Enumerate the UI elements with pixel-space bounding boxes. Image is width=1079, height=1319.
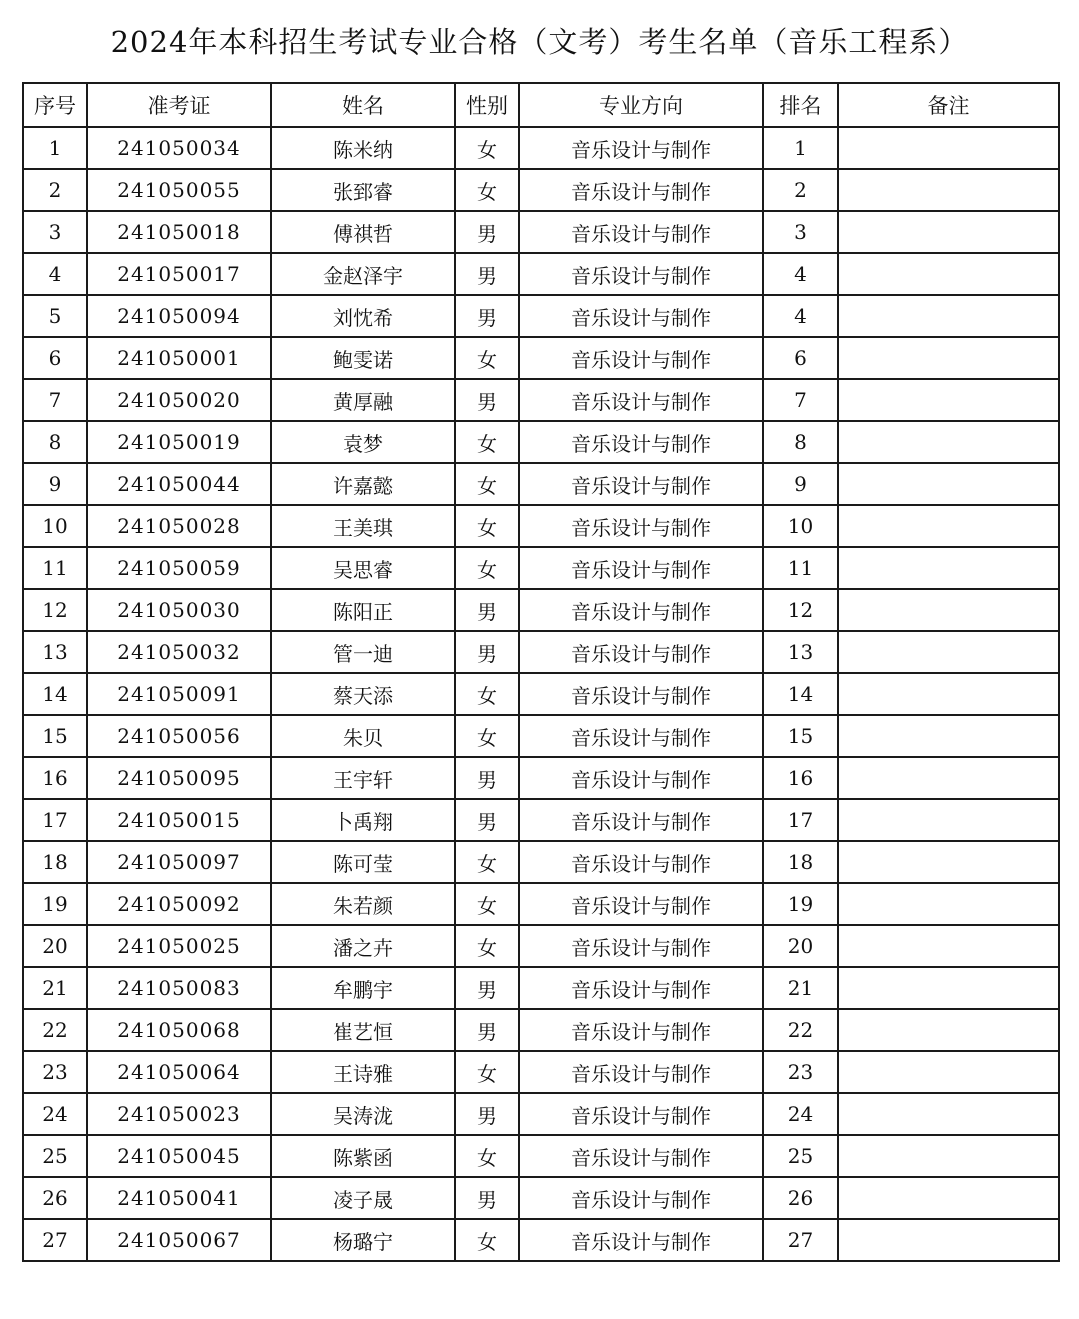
table-row xyxy=(23,253,1059,295)
cell-exam-id: 241050064 xyxy=(87,1051,271,1093)
cell-gender: 男 xyxy=(455,589,519,631)
cell-seq: 5 xyxy=(23,295,87,337)
table-row xyxy=(23,1009,1059,1051)
cell-major: 音乐设计与制作 xyxy=(519,169,763,211)
cell-seq: 3 xyxy=(23,211,87,253)
header-gender: 性别 xyxy=(455,83,519,127)
cell-gender: 男 xyxy=(455,379,519,421)
cell-note xyxy=(838,1093,1059,1135)
cell-seq: 1 xyxy=(23,127,87,169)
cell-seq: 21 xyxy=(23,967,87,1009)
cell-note xyxy=(838,967,1059,1009)
cell-seq: 10 xyxy=(23,505,87,547)
cell-rank: 27 xyxy=(763,1219,838,1261)
cell-rank: 1 xyxy=(763,127,838,169)
cell-major: 音乐设计与制作 xyxy=(519,463,763,505)
table-row xyxy=(23,967,1059,1009)
cell-name: 王美琪 xyxy=(271,505,455,547)
table-row xyxy=(23,295,1059,337)
table-row xyxy=(23,1219,1059,1261)
cell-rank: 2 xyxy=(763,169,838,211)
cell-gender: 男 xyxy=(455,295,519,337)
cell-seq: 12 xyxy=(23,589,87,631)
cell-rank: 22 xyxy=(763,1009,838,1051)
cell-seq: 19 xyxy=(23,883,87,925)
cell-seq: 6 xyxy=(23,337,87,379)
cell-name: 牟鹏宇 xyxy=(271,967,455,1009)
cell-exam-id: 241050095 xyxy=(87,757,271,799)
cell-name: 黄厚融 xyxy=(271,379,455,421)
table-row xyxy=(23,505,1059,547)
cell-exam-id: 241050044 xyxy=(87,463,271,505)
cell-seq: 4 xyxy=(23,253,87,295)
cell-gender: 女 xyxy=(455,1135,519,1177)
table-row xyxy=(23,799,1059,841)
cell-seq: 11 xyxy=(23,547,87,589)
cell-gender: 女 xyxy=(455,127,519,169)
cell-major: 音乐设计与制作 xyxy=(519,1177,763,1219)
table-row xyxy=(23,841,1059,883)
cell-major: 音乐设计与制作 xyxy=(519,1135,763,1177)
table-row xyxy=(23,883,1059,925)
cell-gender: 女 xyxy=(455,1051,519,1093)
candidate-table xyxy=(22,82,1060,1262)
table-row xyxy=(23,463,1059,505)
cell-gender: 男 xyxy=(455,967,519,1009)
cell-note xyxy=(838,883,1059,925)
cell-gender: 男 xyxy=(455,1093,519,1135)
cell-rank: 17 xyxy=(763,799,838,841)
cell-gender: 男 xyxy=(455,211,519,253)
cell-name: 吴思睿 xyxy=(271,547,455,589)
cell-gender: 女 xyxy=(455,841,519,883)
cell-seq: 23 xyxy=(23,1051,87,1093)
cell-rank: 23 xyxy=(763,1051,838,1093)
cell-name: 袁梦 xyxy=(271,421,455,463)
cell-note xyxy=(838,337,1059,379)
table-row xyxy=(23,547,1059,589)
cell-seq: 16 xyxy=(23,757,87,799)
cell-exam-id: 241050083 xyxy=(87,967,271,1009)
cell-exam-id: 241050056 xyxy=(87,715,271,757)
table-row xyxy=(23,379,1059,421)
cell-name: 卜禹翔 xyxy=(271,799,455,841)
cell-gender: 男 xyxy=(455,1009,519,1051)
header-name: 姓名 xyxy=(271,83,455,127)
cell-name: 王宇轩 xyxy=(271,757,455,799)
page-title: 2024年本科招生考试专业合格（文考）考生名单（音乐工程系） xyxy=(110,25,969,59)
cell-gender: 男 xyxy=(455,1177,519,1219)
cell-name: 张郅睿 xyxy=(271,169,455,211)
cell-gender: 女 xyxy=(455,505,519,547)
cell-gender: 女 xyxy=(455,883,519,925)
cell-major: 音乐设计与制作 xyxy=(519,1051,763,1093)
cell-seq: 7 xyxy=(23,379,87,421)
cell-name: 陈可莹 xyxy=(271,841,455,883)
cell-exam-id: 241050030 xyxy=(87,589,271,631)
cell-exam-id: 241050001 xyxy=(87,337,271,379)
cell-name: 陈米纳 xyxy=(271,127,455,169)
cell-gender: 女 xyxy=(455,1219,519,1261)
cell-note xyxy=(838,463,1059,505)
cell-exam-id: 241050045 xyxy=(87,1135,271,1177)
cell-seq: 17 xyxy=(23,799,87,841)
cell-note xyxy=(838,253,1059,295)
cell-exam-id: 241050055 xyxy=(87,169,271,211)
cell-note xyxy=(838,715,1059,757)
header-major: 专业方向 xyxy=(519,83,763,127)
cell-seq: 25 xyxy=(23,1135,87,1177)
cell-name: 陈阳正 xyxy=(271,589,455,631)
table-row xyxy=(23,337,1059,379)
cell-note xyxy=(838,1135,1059,1177)
cell-exam-id: 241050019 xyxy=(87,421,271,463)
cell-seq: 27 xyxy=(23,1219,87,1261)
cell-note xyxy=(838,127,1059,169)
cell-note xyxy=(838,673,1059,715)
cell-major: 音乐设计与制作 xyxy=(519,1219,763,1261)
cell-note xyxy=(838,379,1059,421)
cell-gender: 男 xyxy=(455,757,519,799)
cell-rank: 9 xyxy=(763,463,838,505)
cell-gender: 女 xyxy=(455,421,519,463)
table-row xyxy=(23,925,1059,967)
cell-major: 音乐设计与制作 xyxy=(519,715,763,757)
cell-seq: 18 xyxy=(23,841,87,883)
cell-name: 管一迪 xyxy=(271,631,455,673)
cell-rank: 14 xyxy=(763,673,838,715)
cell-exam-id: 241050067 xyxy=(87,1219,271,1261)
cell-name: 吴涛泷 xyxy=(271,1093,455,1135)
cell-seq: 14 xyxy=(23,673,87,715)
cell-exam-id: 241050034 xyxy=(87,127,271,169)
cell-rank: 11 xyxy=(763,547,838,589)
table-row xyxy=(23,1177,1059,1219)
cell-seq: 8 xyxy=(23,421,87,463)
cell-note xyxy=(838,925,1059,967)
cell-seq: 2 xyxy=(23,169,87,211)
cell-major: 音乐设计与制作 xyxy=(519,925,763,967)
cell-rank: 12 xyxy=(763,589,838,631)
cell-note xyxy=(838,211,1059,253)
cell-name: 鲍雯诺 xyxy=(271,337,455,379)
cell-major: 音乐设计与制作 xyxy=(519,757,763,799)
cell-gender: 女 xyxy=(455,925,519,967)
table-row xyxy=(23,127,1059,169)
table-row xyxy=(23,1135,1059,1177)
cell-major: 音乐设计与制作 xyxy=(519,547,763,589)
cell-note xyxy=(838,295,1059,337)
cell-name: 陈紫函 xyxy=(271,1135,455,1177)
cell-gender: 女 xyxy=(455,463,519,505)
cell-rank: 13 xyxy=(763,631,838,673)
cell-rank: 3 xyxy=(763,211,838,253)
cell-exam-id: 241050097 xyxy=(87,841,271,883)
cell-rank: 21 xyxy=(763,967,838,1009)
cell-name: 杨璐宁 xyxy=(271,1219,455,1261)
cell-major: 音乐设计与制作 xyxy=(519,421,763,463)
cell-seq: 24 xyxy=(23,1093,87,1135)
cell-exam-id: 241050059 xyxy=(87,547,271,589)
cell-seq: 13 xyxy=(23,631,87,673)
cell-major: 音乐设计与制作 xyxy=(519,127,763,169)
cell-note xyxy=(838,505,1059,547)
table-row xyxy=(23,1093,1059,1135)
table-row xyxy=(23,757,1059,799)
cell-exam-id: 241050018 xyxy=(87,211,271,253)
cell-rank: 18 xyxy=(763,841,838,883)
cell-exam-id: 241050068 xyxy=(87,1009,271,1051)
cell-major: 音乐设计与制作 xyxy=(519,967,763,1009)
cell-major: 音乐设计与制作 xyxy=(519,337,763,379)
table-row xyxy=(23,1051,1059,1093)
header-exam-id: 准考证 xyxy=(87,83,271,127)
cell-rank: 10 xyxy=(763,505,838,547)
cell-name: 傅祺哲 xyxy=(271,211,455,253)
cell-seq: 22 xyxy=(23,1009,87,1051)
cell-gender: 男 xyxy=(455,253,519,295)
cell-name: 王诗雅 xyxy=(271,1051,455,1093)
cell-major: 音乐设计与制作 xyxy=(519,379,763,421)
cell-rank: 4 xyxy=(763,295,838,337)
cell-note xyxy=(838,589,1059,631)
cell-exam-id: 241050091 xyxy=(87,673,271,715)
cell-note xyxy=(838,1051,1059,1093)
cell-note xyxy=(838,757,1059,799)
cell-gender: 男 xyxy=(455,799,519,841)
cell-exam-id: 241050094 xyxy=(87,295,271,337)
cell-major: 音乐设计与制作 xyxy=(519,673,763,715)
cell-major: 音乐设计与制作 xyxy=(519,841,763,883)
cell-name: 朱贝 xyxy=(271,715,455,757)
table-header-row xyxy=(23,83,1059,127)
cell-name: 朱若颜 xyxy=(271,883,455,925)
cell-seq: 26 xyxy=(23,1177,87,1219)
table-row xyxy=(23,421,1059,463)
cell-major: 音乐设计与制作 xyxy=(519,505,763,547)
header-note: 备注 xyxy=(838,83,1059,127)
table-row xyxy=(23,631,1059,673)
cell-major: 音乐设计与制作 xyxy=(519,211,763,253)
cell-rank: 19 xyxy=(763,883,838,925)
cell-exam-id: 241050017 xyxy=(87,253,271,295)
table-body xyxy=(23,127,1059,1261)
cell-note xyxy=(838,1177,1059,1219)
cell-rank: 26 xyxy=(763,1177,838,1219)
cell-seq: 9 xyxy=(23,463,87,505)
cell-exam-id: 241050020 xyxy=(87,379,271,421)
cell-gender: 女 xyxy=(455,673,519,715)
cell-gender: 女 xyxy=(455,169,519,211)
cell-rank: 4 xyxy=(763,253,838,295)
table-row xyxy=(23,589,1059,631)
cell-name: 蔡天添 xyxy=(271,673,455,715)
cell-exam-id: 241050015 xyxy=(87,799,271,841)
cell-rank: 8 xyxy=(763,421,838,463)
cell-exam-id: 241050032 xyxy=(87,631,271,673)
cell-seq: 15 xyxy=(23,715,87,757)
cell-rank: 20 xyxy=(763,925,838,967)
cell-major: 音乐设计与制作 xyxy=(519,1009,763,1051)
cell-exam-id: 241050092 xyxy=(87,883,271,925)
table-row xyxy=(23,211,1059,253)
cell-name: 崔艺恒 xyxy=(271,1009,455,1051)
cell-name: 凌子晟 xyxy=(271,1177,455,1219)
cell-name: 潘之卉 xyxy=(271,925,455,967)
cell-note xyxy=(838,631,1059,673)
cell-rank: 15 xyxy=(763,715,838,757)
cell-note xyxy=(838,1009,1059,1051)
cell-note xyxy=(838,547,1059,589)
cell-note xyxy=(838,1219,1059,1261)
cell-name: 许嘉懿 xyxy=(271,463,455,505)
cell-name: 金赵泽宇 xyxy=(271,253,455,295)
header-rank: 排名 xyxy=(763,83,838,127)
cell-exam-id: 241050041 xyxy=(87,1177,271,1219)
cell-exam-id: 241050025 xyxy=(87,925,271,967)
cell-note xyxy=(838,841,1059,883)
cell-gender: 男 xyxy=(455,631,519,673)
cell-rank: 6 xyxy=(763,337,838,379)
cell-seq: 20 xyxy=(23,925,87,967)
cell-rank: 16 xyxy=(763,757,838,799)
cell-major: 音乐设计与制作 xyxy=(519,1093,763,1135)
cell-major: 音乐设计与制作 xyxy=(519,631,763,673)
cell-note xyxy=(838,169,1059,211)
cell-major: 音乐设计与制作 xyxy=(519,799,763,841)
table-row xyxy=(23,715,1059,757)
table-row xyxy=(23,673,1059,715)
cell-rank: 24 xyxy=(763,1093,838,1135)
cell-gender: 女 xyxy=(455,337,519,379)
cell-rank: 25 xyxy=(763,1135,838,1177)
cell-major: 音乐设计与制作 xyxy=(519,295,763,337)
cell-gender: 女 xyxy=(455,547,519,589)
cell-note xyxy=(838,799,1059,841)
cell-rank: 7 xyxy=(763,379,838,421)
cell-note xyxy=(838,421,1059,463)
cell-major: 音乐设计与制作 xyxy=(519,253,763,295)
cell-name: 刘忱希 xyxy=(271,295,455,337)
cell-major: 音乐设计与制作 xyxy=(519,589,763,631)
cell-exam-id: 241050023 xyxy=(87,1093,271,1135)
cell-exam-id: 241050028 xyxy=(87,505,271,547)
table-row xyxy=(23,169,1059,211)
cell-major: 音乐设计与制作 xyxy=(519,883,763,925)
header-seq: 序号 xyxy=(23,83,87,127)
cell-gender: 女 xyxy=(455,715,519,757)
